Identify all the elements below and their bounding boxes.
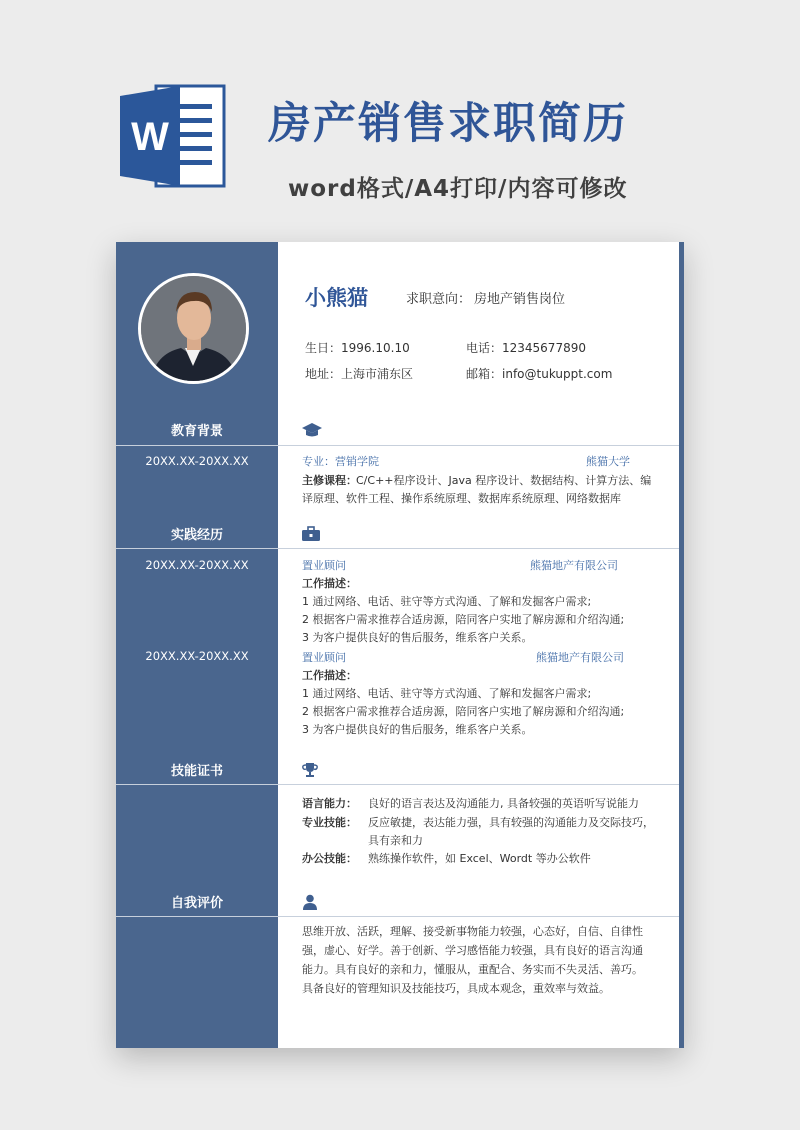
experience-divider bbox=[116, 548, 679, 549]
self-eval-heading: 自我评价 bbox=[170, 896, 223, 911]
email-info: 邮箱：info@tukuppt.com bbox=[466, 367, 613, 381]
person-icon bbox=[302, 894, 318, 914]
courses-label: 主修课程： bbox=[302, 474, 357, 487]
job-1-item-2: 2 根据客户需求推荐合适房源，陪同客户实地了解房源和介绍沟通; bbox=[302, 613, 625, 626]
job-2-item-1: 1 通过网络、电话、驻守等方式沟通、了解和发掘客户需求; bbox=[302, 687, 592, 700]
skill-professional-label: 专业技能： bbox=[302, 816, 357, 829]
skill-office-label: 办公技能： bbox=[302, 852, 357, 865]
job-2-desc-label: 工作描述： bbox=[302, 669, 357, 682]
skill-language-label: 语言能力： bbox=[302, 797, 357, 810]
job-2-date: 20XX.XX-20XX.XX bbox=[145, 649, 249, 663]
phone-info: 电话：12345677890 bbox=[466, 341, 586, 355]
self-eval-line-1: 思维开放、活跃，理解、接受新事物能力较强，心态好，自信、自律性 bbox=[302, 925, 643, 938]
page-subtitle: word格式/A4打印/内容可修改 bbox=[288, 176, 628, 202]
skill-professional-value: 反应敏捷，表达能力强，具有较强的沟通能力及交际技巧， bbox=[368, 816, 654, 829]
svg-text:W: W bbox=[131, 115, 169, 159]
experience-heading: 实践经历 bbox=[170, 528, 223, 543]
education-heading: 教育背景 bbox=[170, 424, 223, 439]
education-major: 专业：营销学院 bbox=[302, 455, 379, 468]
profile-photo bbox=[138, 273, 249, 384]
skill-language-value: 良好的语言表达及沟通能力, 具备较强的英语听写说能力 bbox=[368, 797, 639, 810]
job-2-item-2: 2 根据客户需求推荐合适房源，陪同客户实地了解房源和介绍沟通; bbox=[302, 705, 625, 718]
skill-professional-value-2: 具有亲和力 bbox=[368, 834, 423, 847]
page-title: 房产销售求职简历 bbox=[268, 99, 628, 149]
address-info: 地址：上海市浦东区 bbox=[305, 367, 414, 381]
education-divider bbox=[116, 445, 679, 446]
resume-sheet bbox=[116, 242, 684, 1048]
word-logo-icon bbox=[118, 82, 226, 190]
education-school: 熊猫大学 bbox=[586, 455, 630, 468]
briefcase-icon bbox=[302, 526, 320, 546]
graduation-cap-icon bbox=[302, 422, 322, 442]
courses-line-2: 译原理、软件工程、操作系统原理、数据库系统原理、网络数据库 bbox=[302, 492, 621, 505]
job-2-company: 熊猫地产有限公司 bbox=[536, 651, 624, 664]
trophy-icon bbox=[302, 762, 318, 782]
candidate-name: 小熊猫 bbox=[305, 286, 368, 310]
skills-heading: 技能证书 bbox=[170, 764, 223, 779]
job-1-item-1: 1 通过网络、电话、驻守等方式沟通、了解和发掘客户需求; bbox=[302, 595, 592, 608]
intent-label: 求职意向： bbox=[406, 292, 472, 307]
skills-divider bbox=[116, 784, 679, 785]
courses-line-1: C/C++程序设计、Java 程序设计、数据结构、计算方法、编 bbox=[356, 474, 652, 487]
job-1-desc-label: 工作描述： bbox=[302, 577, 357, 590]
birth-info: 生日：1996.10.10 bbox=[305, 341, 410, 355]
job-1-company: 熊猫地产有限公司 bbox=[530, 559, 618, 572]
right-accent-bar bbox=[679, 242, 684, 1048]
skill-office-value: 熟练操作软件，如 Excel、Wordt 等办公软件 bbox=[368, 852, 591, 865]
job-2-item-3: 3 为客户提供良好的售后服务，维系客户关系。 bbox=[302, 723, 533, 736]
self-eval-divider bbox=[116, 916, 679, 917]
self-eval-line-4: 具备良好的管理知识及技能技巧，具成本观念，重效率与效益。 bbox=[302, 982, 610, 995]
self-eval-line-2: 强，虚心、好学。善于创新、学习感悟能力较强，具有良好的语言沟通 bbox=[302, 944, 643, 957]
intent-value: 房地产销售岗位 bbox=[474, 292, 566, 307]
job-1-item-3: 3 为客户提供良好的售后服务，维系客户关系。 bbox=[302, 631, 533, 644]
job-1-title: 置业顾问 bbox=[302, 559, 346, 572]
job-2-title: 置业顾问 bbox=[302, 651, 346, 664]
education-date: 20XX.XX-20XX.XX bbox=[145, 454, 249, 468]
job-1-date: 20XX.XX-20XX.XX bbox=[145, 558, 249, 572]
self-eval-line-3: 能力。具有良好的亲和力，懂服从，重配合、务实而不失灵活、善巧。 bbox=[302, 963, 643, 976]
